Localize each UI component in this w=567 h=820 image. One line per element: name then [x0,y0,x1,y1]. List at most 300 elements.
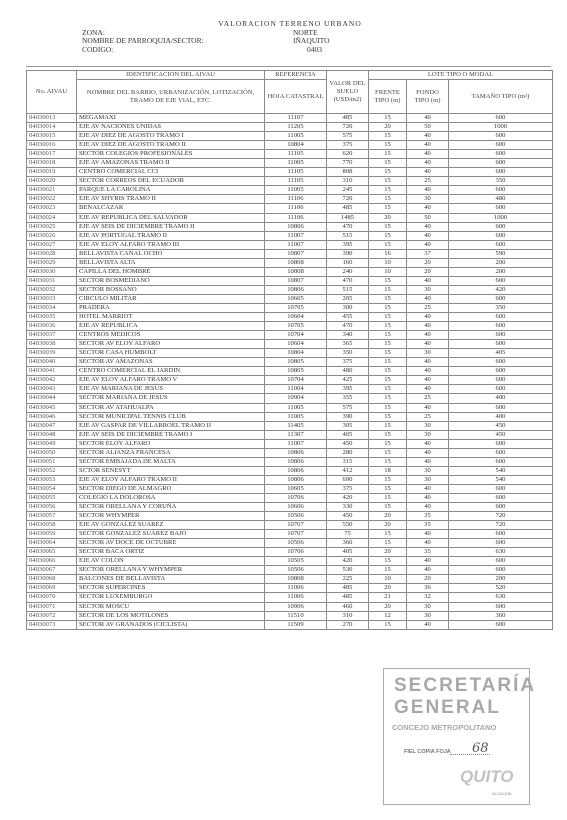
row-tamano: 600 [449,114,553,123]
row-name: SECTOR GONZALEZ SUAREZ BAJO [77,530,265,539]
table-row [27,493,553,502]
row-frente: 15 [369,484,407,493]
row-hoja: 10804 [265,141,327,150]
row-fondo: 30 [407,611,449,620]
row-fondo: 40 [407,457,449,466]
row-code: 04030059 [27,530,77,539]
table-row [27,403,553,412]
row-fondo: 40 [407,331,449,340]
table-row [27,231,553,240]
row-valor: 300 [327,303,369,312]
row-code: 04030057 [27,512,77,521]
row-frente: 15 [369,331,407,340]
header-divider [26,66,551,67]
row-frente: 15 [369,448,407,457]
row-valor: 515 [327,285,369,294]
row-fondo: 40 [407,159,449,168]
row-tamano: 600 [449,168,553,177]
row-hoja: 11509 [265,620,327,629]
row-tamano: 720 [449,521,553,530]
row-name: EJE AV SEIS DE DICIEMBRE TRAMO I [77,430,265,439]
row-frente: 15 [369,349,407,358]
col-header-tamano: TAMAÑO TIPO (m²) [449,80,553,114]
table-row [27,186,553,195]
row-tamano: 540 [449,475,553,484]
table-row [27,475,553,484]
row-code: 04030026 [27,231,77,240]
row-code: 04030058 [27,521,77,530]
row-code: 04030016 [27,141,77,150]
row-hoja: 10906 [265,602,327,611]
row-fondo: 40 [407,322,449,331]
row-fondo: 40 [407,204,449,213]
row-valor: 485 [327,593,369,602]
row-valor: 75 [327,530,369,539]
row-code: 04030067 [27,566,77,575]
row-valor: 365 [327,340,369,349]
table-row [27,258,553,267]
row-valor: 575 [327,132,369,141]
row-frente: 10 [369,258,407,267]
row-tamano: 600 [449,503,553,512]
row-hoja: 11106 [265,204,327,213]
row-valor: 330 [327,503,369,512]
row-tamano: 600 [449,322,553,331]
row-frente: 15 [369,204,407,213]
row-frente: 15 [369,150,407,159]
row-hoja: 10506 [265,539,327,548]
row-fondo: 40 [407,503,449,512]
row-fondo: 30 [407,421,449,430]
row-code: 04030022 [27,195,77,204]
row-name: CENTROS MEDICOS [77,331,265,340]
table-row [27,123,553,132]
col-header-ident: NOMBRE DEL BARRIO, URBANIZACIÓN, LOTIZACIÓN, TRAMO DE EJE VIAL, ETC. [77,80,265,114]
row-tamano: 400 [449,412,553,421]
row-valor: 420 [327,557,369,566]
row-fondo: 37 [407,249,449,258]
table-row [27,331,553,340]
row-fondo: 40 [407,620,449,629]
secretaria-general-stamp [383,668,537,805]
row-hoja: 10705 [265,303,327,312]
row-frente: 15 [369,303,407,312]
row-frente: 15 [369,421,407,430]
row-hoja: 11307 [265,430,327,439]
row-name: EJE AV REPUBLICA [77,322,265,331]
row-tamano: 600 [449,620,553,629]
row-name: SECTOR BOSMEDIANO [77,276,265,285]
row-fondo: 25 [407,412,449,421]
row-tamano: 600 [449,484,553,493]
table-row [27,177,553,186]
row-code: 04030013 [27,114,77,123]
row-hoja: 10706 [265,548,327,557]
row-hoja: 10807 [265,276,327,285]
row-hoja: 11105 [265,177,327,186]
row-valor: 225 [327,575,369,584]
row-hoja: 10707 [265,521,327,530]
row-hoja: 11006 [265,593,327,602]
row-fondo: 20 [407,575,449,584]
row-code: 04030032 [27,285,77,294]
row-valor: 310 [327,611,369,620]
row-hoja: 10805 [265,367,327,376]
row-hoja: 11106 [265,213,327,222]
row-code: 04030064 [27,539,77,548]
table-row [27,141,553,150]
table-row [27,602,553,611]
table-row [27,539,553,548]
row-frente: 15 [369,186,407,195]
row-hoja: 11106 [265,195,327,204]
row-frente: 15 [369,503,407,512]
row-name: SECTOR CORREOS DEL ECUADOR [77,177,265,186]
row-code: 04030040 [27,358,77,367]
table-row [27,349,553,358]
row-name: BELLAVISTA CANAL OCHO [77,249,265,258]
row-fondo: 30 [407,475,449,484]
row-fondo: 40 [407,539,449,548]
row-valor: 450 [327,512,369,521]
row-code: 04030020 [27,177,77,186]
row-code: 04030053 [27,475,77,484]
row-name: SECTOR BACA ORTIZ [77,548,265,557]
document-header [60,20,520,54]
row-hoja: 11005 [265,132,327,141]
table-row [27,303,553,312]
row-hoja: 10604 [265,313,327,322]
col-header-frente: FRENTE TIPO (m) [369,80,407,114]
row-frente: 15 [369,475,407,484]
table-row [27,294,553,303]
row-tamano: 600 [449,448,553,457]
row-frente: 20 [369,123,407,132]
row-hoja: 11007 [265,439,327,448]
row-fondo: 20 [407,258,449,267]
table-row [27,213,553,222]
row-hoja: 10808 [265,258,327,267]
row-frente: 15 [369,430,407,439]
row-code: 04030068 [27,575,77,584]
row-name: EJE AV SEIS DE DICIEMBRE TRAMO II [77,222,265,231]
row-code: 04030036 [27,322,77,331]
row-tamano: 1000 [449,213,553,222]
row-tamano: 600 [449,313,553,322]
codigo-row [60,46,520,55]
row-name: EJE AV NACIONES UNIDAS [77,123,265,132]
row-name: COLEGIO LA DOLOROSA [77,493,265,502]
row-tamano: 600 [449,403,553,412]
row-name: SECTOR ALIANZA FRANCESA [77,448,265,457]
row-code: 04030023 [27,204,77,213]
row-fondo: 30 [407,466,449,475]
row-name: SECTOR MARIANA DE JESUS [77,394,265,403]
table-row [27,222,553,231]
row-tamano: 600 [449,276,553,285]
row-name: BALCONES DE BELLAVISTA [77,575,265,584]
table-row [27,412,553,421]
table-row [27,367,553,376]
row-fondo: 40 [407,340,449,349]
row-code: 04030035 [27,313,77,322]
row-code: 04030024 [27,213,77,222]
row-valor: 375 [327,484,369,493]
row-name: SECTOR DE LOS MOTILONES [77,611,265,620]
row-frente: 15 [369,376,407,385]
row-name: SECTOR AV ELOY ALFARO [77,340,265,349]
row-frente: 15 [369,222,407,231]
row-hoja: 10806 [265,457,327,466]
row-frente: 20 [369,521,407,530]
row-code: 04030014 [27,123,77,132]
table-row [27,457,553,466]
row-frente: 15 [369,340,407,349]
parroquia-value: IÑAQUITO [293,36,330,45]
row-hoja: 10806 [265,466,327,475]
row-name: EJE AV DIEZ DE AGOSTO TRAMO II [77,141,265,150]
zona-label: ZONA: [82,27,105,37]
row-valor: 485 [327,584,369,593]
row-frente: 16 [369,249,407,258]
row-fondo: 30 [407,430,449,439]
row-valor: 550 [327,521,369,530]
row-code: 04030018 [27,159,77,168]
row-name: EJE AV GONZALEZ SUAREZ [77,521,265,530]
table-row [27,132,553,141]
row-code: 04030066 [27,557,77,566]
row-hoja: 10808 [265,267,327,276]
table-row [27,620,553,629]
document-title: VALORACION TERRENO URBANO [218,19,362,28]
row-hoja: 11005 [265,186,327,195]
row-name: SECTOR AV AMAZONAS [77,358,265,367]
row-valor: 720 [327,123,369,132]
table-row [27,503,553,512]
row-hoja: 11105 [265,168,327,177]
row-name: SECTOR COLEGIOS PROFESIONALES [77,150,265,159]
col-header-fondo: FONDO TIPO (m) [407,80,449,114]
row-code: 04030038 [27,340,77,349]
row-fondo: 40 [407,150,449,159]
row-tamano: 720 [449,512,553,521]
row-name: SECTOR DIEGO DE ALMAGRO [77,484,265,493]
row-frente: 15 [369,539,407,548]
row-valor: 390 [327,412,369,421]
row-fondo: 40 [407,141,449,150]
row-valor: 315 [327,457,369,466]
row-name: SECTOR ELOY ALFARO [77,439,265,448]
row-valor: 350 [327,349,369,358]
row-valor: 340 [327,331,369,340]
row-valor: 405 [327,548,369,557]
row-fondo: 40 [407,186,449,195]
row-tamano: 200 [449,258,553,267]
table-row [27,575,553,584]
row-hoja: 10808 [265,575,327,584]
row-name: SECTOR BOSSANO [77,285,265,294]
table-row [27,430,553,439]
row-fondo: 30 [407,285,449,294]
row-hoja: 10704 [265,376,327,385]
row-code: 04030044 [27,394,77,403]
row-frente: 15 [369,240,407,249]
row-name: SECTOR WHYMPER [77,512,265,521]
row-frente: 15 [369,168,407,177]
row-tamano: 200 [449,267,553,276]
row-valor: 470 [327,276,369,285]
row-name: SECTOR AV ATAHUALPA [77,403,265,412]
row-tamano: 600 [449,376,553,385]
row-frente: 15 [369,132,407,141]
row-frente: 20 [369,584,407,593]
row-fondo: 40 [407,385,449,394]
stamp-fiel-value: 68 [472,741,489,756]
row-tamano: 600 [449,358,553,367]
row-frente: 15 [369,294,407,303]
row-tamano: 200 [449,575,553,584]
row-valor: 405 [327,430,369,439]
row-frente: 12 [369,611,407,620]
table-row [27,285,553,294]
row-name: EJE AV COLON [77,557,265,566]
row-fondo: 40 [407,403,449,412]
row-frente: 18 [369,466,407,475]
row-tamano: 450 [449,430,553,439]
row-fondo: 40 [407,294,449,303]
row-code: 04030048 [27,430,77,439]
row-tamano: 420 [449,285,553,294]
row-hoja: 10605 [265,484,327,493]
row-frente: 20 [369,512,407,521]
row-frente: 20 [369,213,407,222]
row-valor: 355 [327,394,369,403]
row-valor: 808 [327,168,369,177]
row-hoja: 11510 [265,611,327,620]
table-row [27,566,553,575]
table-row [27,521,553,530]
row-tamano: 600 [449,439,553,448]
row-code: 04030042 [27,376,77,385]
row-code: 04030029 [27,258,77,267]
row-tamano: 600 [449,385,553,394]
row-fondo: 36 [407,584,449,593]
row-tamano: 590 [449,249,553,258]
parroquia-row [60,37,520,46]
row-frente: 15 [369,439,407,448]
row-tamano: 480 [449,195,553,204]
row-valor: 375 [327,358,369,367]
row-tamano: 600 [449,331,553,340]
row-code: 04030015 [27,132,77,141]
row-name: SECTOR AV GRANADOS (CICLISTA) [77,620,265,629]
row-valor: 470 [327,222,369,231]
row-code: 04030031 [27,276,77,285]
col-header-lote-group: LOTE TIPO O MODAL [369,71,553,80]
col-header-no: No. AIVAU [27,71,77,114]
row-frente: 15 [369,231,407,240]
row-hoja: 10506 [265,566,327,575]
row-code: 04030027 [27,240,77,249]
valuation-table [26,70,553,630]
row-fondo: 40 [407,114,449,123]
row-frente: 15 [369,493,407,502]
row-tamano: 630 [449,548,553,557]
row-valor: 425 [327,376,369,385]
row-tamano: 600 [449,493,553,502]
row-valor: 160 [327,258,369,267]
table-row [27,448,553,457]
row-hoja: 10807 [265,249,327,258]
row-fondo: 40 [407,132,449,141]
row-name: CENTRO COMERCIAL CCI [77,168,265,177]
row-valor: 770 [327,159,369,168]
row-fondo: 40 [407,566,449,575]
row-tamano: 600 [449,231,553,240]
row-code: 04030028 [27,249,77,258]
row-fondo: 40 [407,530,449,539]
row-tamano: 600 [449,457,553,466]
table-row [27,557,553,566]
row-frente: 10 [369,575,407,584]
row-code: 04030046 [27,412,77,421]
row-code: 04030017 [27,150,77,159]
row-code: 04030039 [27,349,77,358]
row-code: 04030065 [27,548,77,557]
table-row [27,530,553,539]
row-hoja: 10806 [265,448,327,457]
row-valor: 485 [327,204,369,213]
table-row [27,376,553,385]
table-row [27,439,553,448]
row-tamano: 600 [449,186,553,195]
row-valor: 470 [327,322,369,331]
row-frente: 20 [369,602,407,611]
row-tamano: 600 [449,204,553,213]
row-valor: 485 [327,114,369,123]
row-code: 04030054 [27,484,77,493]
row-fondo: 25 [407,394,449,403]
row-hoja: 10506 [265,512,327,521]
table-row [27,159,553,168]
row-valor: 412 [327,466,369,475]
table-row [27,385,553,394]
row-hoja: 10707 [265,530,327,539]
row-name: EJE AV DIEZ DE AGOSTO TRAMO I [77,132,265,141]
row-frente: 15 [369,566,407,575]
row-hoja: 10606 [265,503,327,512]
row-name: CIRCULO MILITAR [77,294,265,303]
row-fondo: 40 [407,448,449,457]
row-tamano: 600 [449,240,553,249]
row-valor: 620 [327,150,369,159]
row-fondo: 35 [407,512,449,521]
table-row [27,593,553,602]
row-hoja: 11105 [265,150,327,159]
row-fondo: 25 [407,177,449,186]
row-valor: 455 [327,313,369,322]
row-valor: 395 [327,240,369,249]
table-row [27,322,553,331]
row-tamano: 630 [449,593,553,602]
row-code: 04030051 [27,457,77,466]
table-row [27,358,553,367]
codigo-label: CODIGO: [82,44,114,54]
row-frente: 15 [369,141,407,150]
row-name: SCTOR SENESYT [77,466,265,475]
row-valor: 240 [327,267,369,276]
row-tamano: 600 [449,602,553,611]
